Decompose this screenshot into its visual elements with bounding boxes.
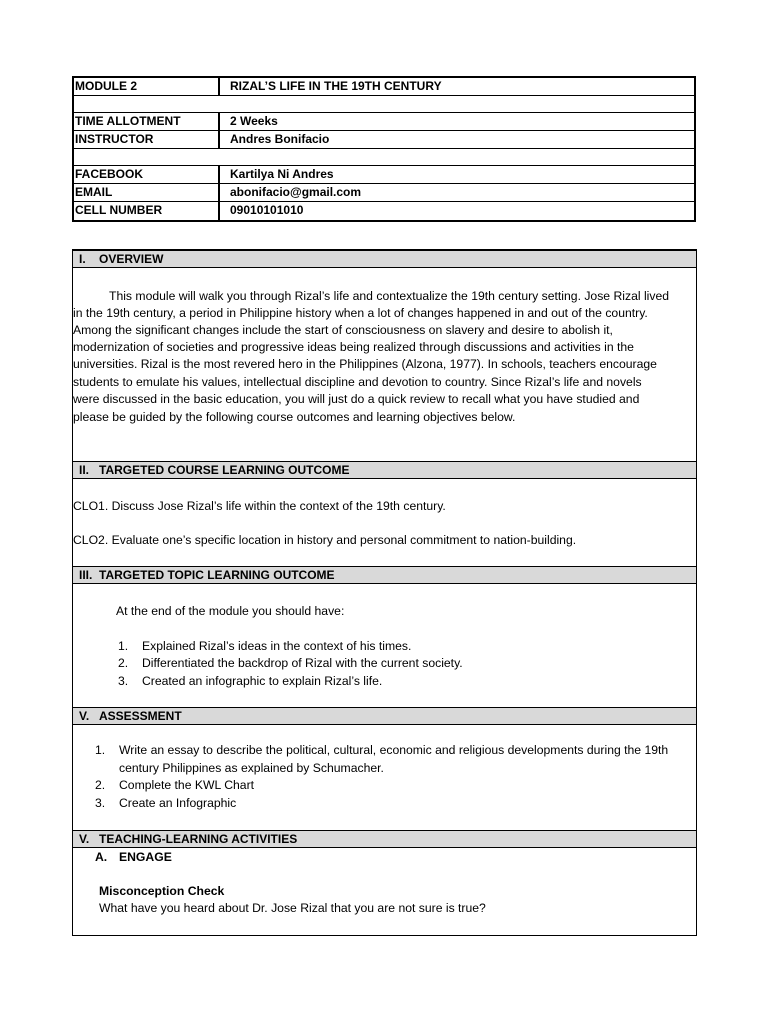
topic-list-item: 3. Created an infographic to explain Rizal’s life. (118, 674, 383, 688)
engage-subheading: A. ENGAGE (95, 850, 172, 864)
misconception-title: Misconception Check (99, 884, 225, 898)
activities-heading: V. TEACHING-LEARNING ACTIVITIES (73, 830, 696, 848)
blank-row (74, 96, 694, 113)
topic-list-item: 2. Differentiated the backdrop of Rizal with the current society. (118, 656, 463, 670)
facebook-row (74, 166, 694, 184)
topic-outcome-heading: III. TARGETED TOPIC LEARNING OUTCOME (73, 566, 696, 584)
time-value: 2 Weeks (230, 114, 278, 128)
assessment-list-item: 2. Complete the KWL Chart (95, 778, 255, 792)
misconception-question: What have you heard about Dr. Jose Rizal that you are not sure is true? (99, 901, 486, 915)
email-value: abonifacio@gmail.com (230, 185, 362, 199)
overview-line: This module will walk you through Rizal’s life and contextualize the 19th century setting. Jose Rizal lived (109, 289, 670, 303)
topic-intro: At the end of the module you should have: (116, 604, 345, 618)
module-title: RIZAL’S LIFE IN THE 19TH CENTURY (230, 79, 442, 93)
instructor-row (74, 131, 694, 149)
email-row (74, 184, 694, 202)
facebook-label: FACEBOOK (74, 166, 220, 183)
blank-row (74, 149, 694, 166)
module-row (74, 78, 694, 96)
cell-value: 09010101010 (230, 203, 304, 217)
overview-heading: I. OVERVIEW (73, 250, 696, 268)
assessment-heading: V. ASSESSMENT (73, 707, 696, 725)
topic-list-item: 1. Explained Rizal’s ideas in the context of his times. (118, 639, 412, 653)
instructor-label: INSTRUCTOR (74, 131, 220, 148)
module-label: MODULE 2 (74, 78, 220, 95)
cell-label: CELL NUMBER (74, 202, 220, 220)
clo1-text: CLO1. Discuss Jose Rizal’s life within the context of the 19th century. (73, 499, 446, 513)
assessment-list-item: 3. Create an Infographic (95, 796, 237, 810)
course-outcome-heading: II. TARGETED COURSE LEARNING OUTCOME (73, 461, 696, 479)
module-info-table (72, 76, 696, 222)
assessment-list-item-cont: century Philippines as explained by Schumacher. (119, 761, 384, 775)
facebook-value: Kartilya Ni Andres (230, 167, 334, 181)
time-label: TIME ALLOTMENT (74, 113, 220, 130)
email-label: EMAIL (74, 184, 220, 201)
time-row (74, 113, 694, 131)
clo2-text: CLO2. Evaluate one’s specific location in history and personal commitment to nation-building. (73, 533, 577, 547)
instructor-value: Andres Bonifacio (230, 132, 330, 146)
overview-line: universities. Rizal is the most revered hero in the Philippines (Alzona, 1977). In schools, teachers encourage (73, 357, 657, 371)
overview-line: students to emulate his values, intellectual discipline and devotion to country. Since Rizal’s life and novels (73, 375, 642, 389)
overview-line: please be guided by the following course outcomes and learning objectives below. (73, 410, 516, 424)
module-content (72, 249, 697, 936)
overview-line: were discussed in the basic education, you will just do a quick review to recall what you have studied and (73, 392, 640, 406)
overview-line: modernization of societies and progressive ideas being realized through discussions and activities in the (73, 340, 634, 354)
overview-line: in the 19th century, a period in Philippine history when a lot of changes happened in and out of the country. (73, 306, 648, 320)
cell-row (74, 202, 694, 220)
overview-line: Among the significant changes include the start of consciousness on slavery and desire to abolish it, (73, 323, 613, 337)
assessment-list-item: 1. Write an essay to describe the political, cultural, economic and religious developments during the 19th (95, 743, 669, 757)
